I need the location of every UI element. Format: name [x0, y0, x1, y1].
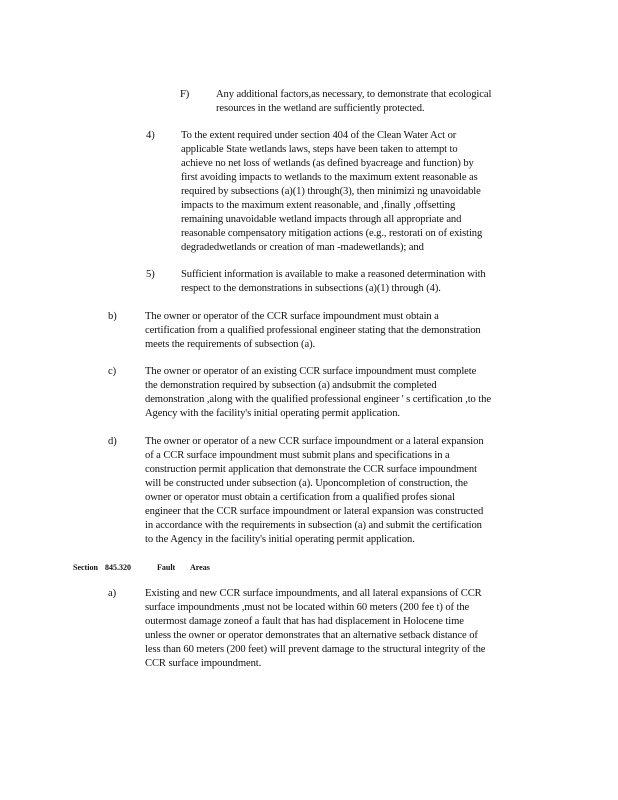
- item-marker: c): [108, 366, 117, 377]
- item-marker: F): [180, 89, 190, 100]
- item-text: Existing and new CCR surface impoundments, and all lateral expansions of CCR surface impoundments ,must not be located within 60 meters (200 fee t) of the outermost damage zoneof a fault that has had displacement in Holocene time unless the owner or operator demonstrates that an alternative setback distance of less than 60 meters (200 feet) will prevent damage to the structural integrity of the CCR surface impoundment.: [145, 588, 486, 669]
- item-b: [108, 310, 526, 352]
- item-marker: a): [108, 588, 117, 599]
- item-5: [146, 268, 534, 296]
- item-f: [180, 88, 530, 116]
- section-title-second-word: Areas: [190, 563, 210, 572]
- item-text: The owner or operator of an existing CCR surface impoundment must complete the demonstration required by subsection (a) andsubmit the completed demonstration ,along with the qualified professional engineer ' s certification ,to the Agency with the facility's initial operating permit application.: [145, 366, 491, 419]
- item-4: [146, 129, 530, 255]
- item-d: [108, 435, 532, 547]
- section-label: Section: [73, 563, 98, 572]
- section-title: Fault: [157, 563, 176, 572]
- item-a: [108, 587, 540, 671]
- item-text: Sufficient information is available to make a reasoned determination with respect to the demonstrations in subsections (a)(1) through (4).: [181, 269, 486, 294]
- item-c: [108, 365, 540, 421]
- item-marker: b): [108, 311, 117, 322]
- item-marker: d): [108, 436, 117, 447]
- item-marker: 4): [146, 130, 155, 141]
- item-text: The owner or operator of a new CCR surface impoundment or a lateral expansion of a CCR surface impoundment must submit plans and specifications in a construction permit application that demonstrate the CCR surface impoundment will be constructed under subsection (a). Uponcompletion of construction, the owner or operator must obtain a certification from a qualified profes sional engineer that the CCR surface impoundment or lateral expansion was constructed in accordance with the requirements in subsection (a) and submit the certification to the Agency in the facility's initial operating permit application.: [145, 436, 484, 545]
- item-text: Any additional factors,as necessary, to demonstrate that ecological resources in the wetland are sufficiently protected.: [216, 89, 492, 114]
- item-text: The owner or operator of the CCR surface impoundment must obtain a certification from a qualified professional engineer stating that the demonstration meets the requirements of subsection (a).: [145, 311, 481, 350]
- section-number: 845.320: [105, 563, 131, 572]
- item-text: To the extent required under section 404 of the Clean Water Act or applicable State wetlands laws, steps have been taken to attempt to achieve no net loss of wetlands (as defined byacreage and function) by first avoiding impacts to wetlands to the maximum extent reasonable as required by subsections (a)(1) through(3), then minimizi ng unavoidable impacts to the maximum extent reasonable, and ,finally ,offsetting remaining unavoidable wetland impacts through all appropriate and reasonable compensatory mitigation actions (e.g., restorati on of existing degradedwetlands or creation of man -madewetlands); and: [181, 130, 483, 253]
- item-marker: 5): [146, 269, 155, 280]
